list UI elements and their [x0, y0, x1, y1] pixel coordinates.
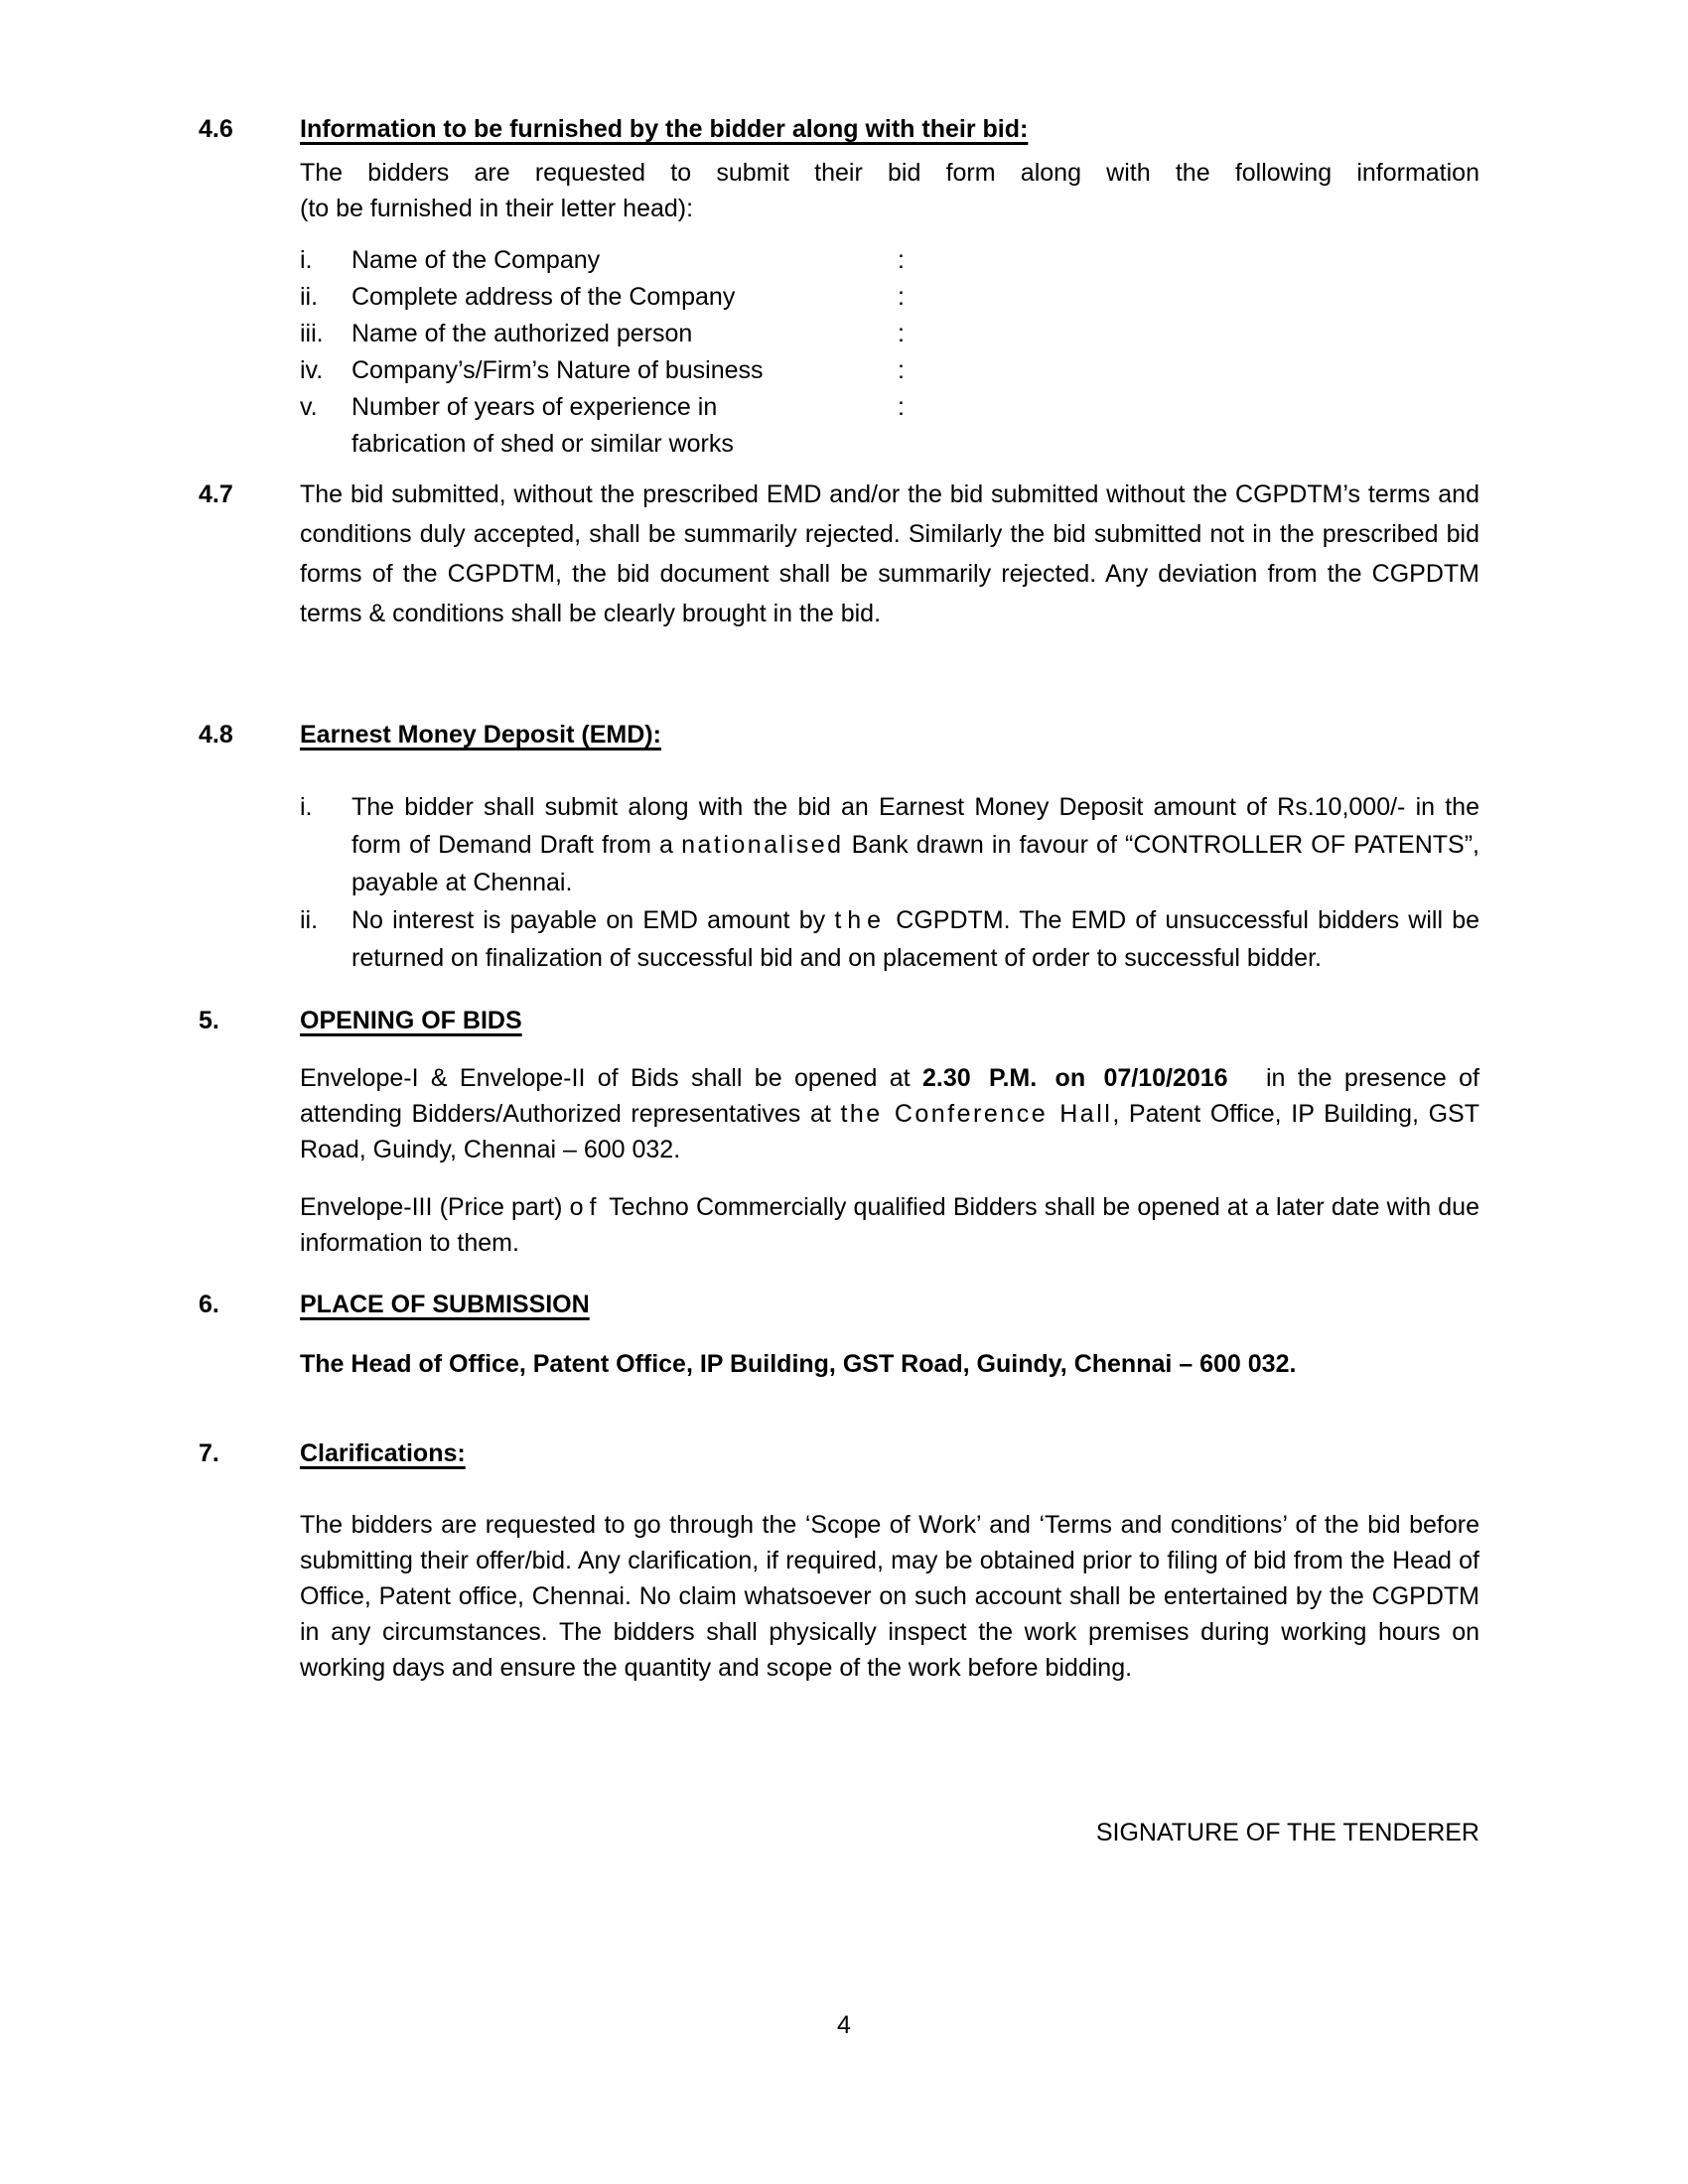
signature-line: SIGNATURE OF THE TENDERER — [1095, 1819, 1479, 1846]
list-item — [300, 788, 1479, 901]
list-colon: : — [898, 356, 905, 384]
section-6-body: The Head of Office, Patent Office, IP Building, GST Road, Guindy, Chennai – 600 032. — [300, 1350, 1297, 1378]
section-4-6-intro-line1: The bidders are requested to submit their bid form along with the following information — [300, 159, 1479, 187]
text-segment: Bank drawn in favour of “CONTROLLER OF PATENTS”, payable at Chennai. — [352, 831, 1479, 896]
list-marker: i. — [300, 246, 313, 274]
list-colon: : — [898, 320, 905, 347]
text-segment: The bidder shall submit along with the bid an Earnest Money Deposit amount of Rs.10,000/- in the form of Demand Draft from a — [352, 793, 1479, 859]
section-4-7-number: 4.7 — [199, 480, 233, 508]
list-marker: v. — [300, 393, 318, 421]
list-text — [352, 901, 1479, 977]
list-colon: : — [898, 246, 905, 274]
emd-list — [300, 788, 1479, 977]
list-item — [300, 316, 1479, 352]
text-segment: Techno Commercially qualified Bidders shall be opened at a later date with due information to them. — [300, 1193, 1479, 1257]
section-7-number: 7. — [199, 1439, 219, 1467]
text-segment-spaced: of — [569, 1193, 603, 1221]
section-5-paragraph-2 — [300, 1189, 1479, 1261]
list-item — [300, 901, 1479, 977]
bid-opening-datetime: 2.30 P.M. on 07/10/2016 — [921, 1064, 1228, 1092]
text-segment-spaced: nationalised — [681, 831, 844, 859]
section-4-6-intro-line2: (to be furnished in their letter head): — [300, 195, 694, 222]
list-label: Company’s/Firm’s Nature of business — [352, 356, 764, 384]
list-item — [300, 389, 1479, 463]
bidder-info-list — [300, 242, 1479, 463]
text-segment-spaced: the Conference Hall — [840, 1100, 1113, 1128]
text-segment: No interest is payable on EMD amount by — [352, 906, 835, 934]
list-label: Name of the Company — [352, 246, 601, 274]
section-4-6-number: 4.6 — [199, 115, 233, 143]
section-5-number: 5. — [199, 1007, 219, 1034]
list-colon: : — [898, 283, 905, 311]
text-segment: , Patent Office, IP Building, GST Road, Guindy, Chennai – 600 032. — [300, 1100, 1480, 1163]
list-label: Complete address of the Company — [352, 283, 736, 311]
section-5-paragraph-1 — [300, 1060, 1479, 1167]
section-4-6-heading: Information to be furnished by the bidder along with their bid: — [300, 115, 1029, 143]
section-4-7-body: The bid submitted, without the prescribed EMD and/or the bid submitted without the CGPDTM’s terms and conditions duly accepted, shall be summarily rejected. Similarly the bid submitted not in the prescribed bid forms of the CGPDTM, the bid document shall be summarily rejected. Any deviation from the CGPDTM terms & conditions shall be clearly brought in the bid. — [300, 480, 1479, 627]
list-marker: iii. — [300, 320, 324, 347]
text-segment: in the presence of attending Bidders/Authorized representatives at — [300, 1064, 1479, 1128]
list-label-line2: fabrication of shed or similar works — [352, 430, 734, 458]
list-label-line1: Number of years of experience in — [352, 393, 718, 421]
section-5-heading: OPENING OF BIDS — [300, 1007, 522, 1034]
list-label: Name of the authorized person — [352, 320, 693, 347]
list-item — [300, 279, 1479, 316]
page-number: 4 — [837, 2011, 851, 2039]
text-segment: Envelope-I & Envelope-II of Bids shall be opened at — [300, 1064, 922, 1092]
list-item — [300, 242, 1479, 279]
text-segment: Envelope-III (Price part) — [300, 1193, 570, 1221]
section-6-heading: PLACE OF SUBMISSION — [300, 1291, 590, 1318]
section-6-number: 6. — [199, 1291, 219, 1318]
list-marker: ii. — [300, 906, 319, 934]
section-4-8-heading: Earnest Money Deposit (EMD): — [300, 721, 661, 749]
text-segment: CGPDTM. The EMD of unsuccessful bidders will be returned on finalization of successful bid and on placement of order to successful bidder. — [352, 906, 1479, 972]
list-colon: : — [898, 393, 905, 421]
list-label — [352, 389, 898, 463]
section-7-heading: Clarifications: — [300, 1439, 466, 1467]
text-segment-spaced: the — [834, 906, 888, 934]
list-marker: i. — [300, 793, 313, 821]
list-text — [352, 788, 1479, 901]
list-marker: ii. — [300, 283, 319, 311]
list-marker: iv. — [300, 356, 324, 384]
section-7-body: The bidders are requested to go through the ‘Scope of Work’ and ‘Terms and conditions’ of the bid before submitting their offer/bid. Any clarification, if required, may be obtained prior to filing of bid from the Head of Office, Patent office, Chennai. No claim whatsoever on such account shall be entertained by the CGPDTM in any circumstances. The bidders shall physically inspect the work premises during working hours on working days and ensure the quantity and scope of the work before bidding. — [300, 1511, 1479, 1682]
section-4-8-number: 4.8 — [199, 721, 233, 749]
list-item — [300, 352, 1479, 389]
